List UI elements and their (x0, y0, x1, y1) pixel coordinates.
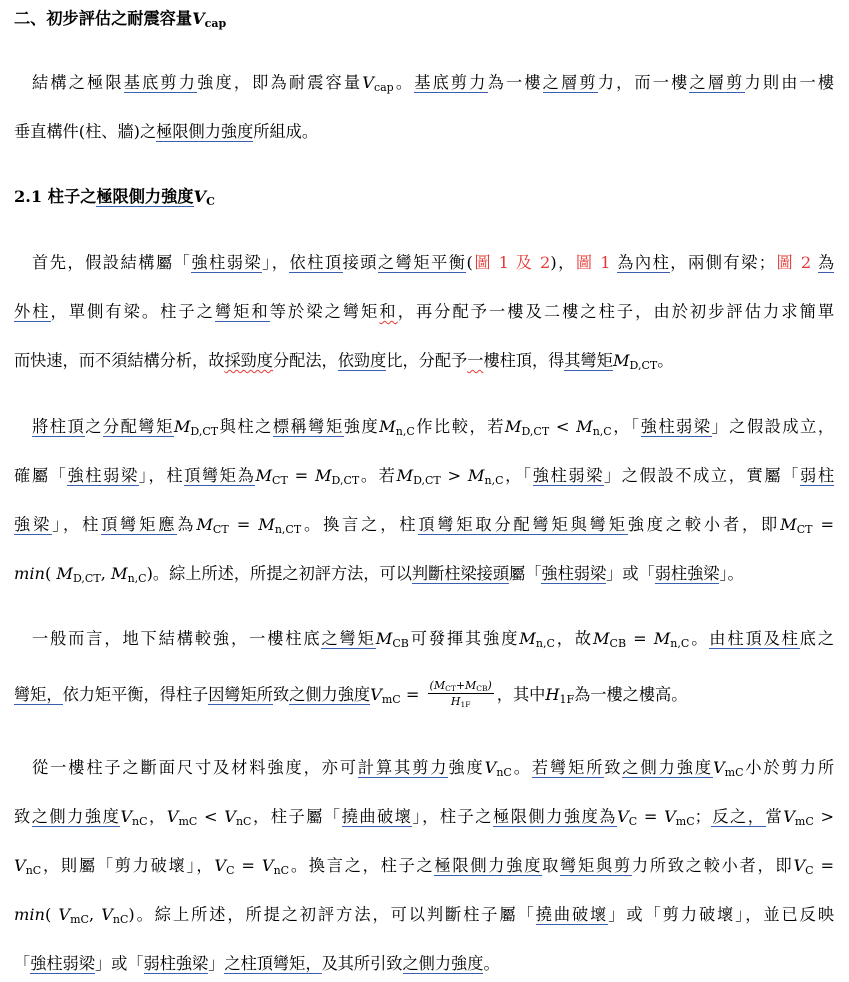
p3-line-2: 確屬「強柱弱梁」，柱頂彎矩為$M_{CT} = M_{D,CT}$。若$M_{D,CT} > M_{n,C}$，「強柱弱梁」之假設不成立，實屬「弱柱 (14, 466, 835, 488)
p3-line-1: 將柱頂之分配彎矩$M_{D,CT}$與柱之標稱彎矩強度$M_{n,C}$作比較，若$M_{D,CT} < M_{n,C}$，「強柱弱梁」之假設成立， (32, 417, 835, 439)
p3-line-4: min( $M_{D,CT}$, $M_{n,C}$)。綜上所述，所提之初評方法，可以判斷柱梁接頭屬「強柱弱梁」或「弱柱強梁」。 (14, 564, 744, 586)
section-heading (14, 8, 834, 32)
sub-heading-symbol: $V_C$ (193, 187, 215, 209)
p1-line-2: 垂直構件(柱、牆)之極限側力強度所組成。 (14, 122, 319, 141)
p2-line-1: 首先，假設結構屬「強柱弱梁」，依柱頂接頭之彎矩平衡(圖 1 及 2)，圖 1 為內柱，兩側有梁；圖 2 為 (32, 253, 835, 272)
fig-ref-1-2[interactable]: 圖 1 及 2 (472, 253, 551, 272)
fig-ref-1[interactable]: 圖 1 (575, 253, 611, 272)
p5-line-2: 致之側力強度$V_{nC}$，$V_{mC} < V_{nC}$，柱子屬「撓曲破壞」，柱子之極限側力強度為$V_C = V_{mC}$；反之，當$V_{mC}$ > (14, 807, 835, 829)
p1-line-1: 結構之極限基底剪力強度，即為耐震容量$V_{cap}$。基底剪力為一樓之層剪力，而一樓之層剪力則由一樓 (32, 73, 835, 95)
p5-line-3: $V_{nC}$，則屬「剪力破壞」，$V_C = V_{nC}$。換言之，柱子之極限側力強度取彎矩與剪力所致之較小者，即$V_C$ = (14, 856, 835, 878)
symbol-subscript: cap (204, 17, 227, 31)
sub-heading: 2.1 柱子之極限側力強度$V_C$ (14, 187, 215, 209)
math-mdct: $M_{D,CT}$ (612, 351, 658, 373)
symbol-letter: V (192, 9, 205, 28)
p5-line-5: 「強柱弱梁」或「弱柱強梁」之柱頂彎矩，及其所引致之側力強度。 (14, 954, 500, 973)
p5-line-1: 從一樓柱子之斷面尺寸及材料強度，亦可計算其剪力強度$V_{nC}$。若彎矩所致之側力強度$V_{mC}$小於剪力所 (32, 758, 835, 780)
fig-ref-2[interactable]: 圖 2 (775, 253, 812, 272)
p5-line-4: min( $V_{mC}$, $V_{nC}$)。綜上所述，所提之初評方法，可以判斷柱子屬「撓曲破壞」或「剪力破壞」，並已反映 (14, 905, 835, 927)
p2-line-3: 而快速，而不須結構分析，故採勁度分配法，依勁度比，分配予一樓柱頂，得其彎矩$M_{D,CT}$。 (14, 351, 674, 373)
fraction-vmc: $\frac{(M_{CT}+M_{CB})}{H_{1F}}$ (429, 679, 492, 710)
section-heading-text: 二、初步評估之耐震容量 (14, 9, 193, 28)
math-vcap: $V_{cap}$ (362, 73, 394, 95)
section-heading-symbol (192, 9, 227, 31)
p4-line-1: 一般而言，地下結構較強，一樓柱底之彎矩$M_{CB}$可發揮其強度$M_{n,C}$，故$M_{CB} = M_{n,C}$。由柱頂及柱底之 (32, 629, 835, 651)
p2-line-2: 外柱，單側有梁。柱子之彎矩和等於梁之彎矩和，再分配予一樓及二樓之柱子，由於初步評估力求簡單 (14, 302, 835, 321)
p3-line-3: 強梁」，柱頂彎矩應為$M_{CT} = M_{n,CT}$。換言之，柱頂彎矩取分配彎矩與彎矩強度之較小者，即$M_{CT}$ = (14, 515, 835, 537)
p4-line-2: 彎矩，依力矩平衡，得柱子因彎矩所致之側力強度$V_{mC}$ = $\frac{(M_{CT}+M_{CB})}{H_{1F}}$ ，其中$H_{1F}$為一樓之樓高。 (14, 679, 688, 710)
